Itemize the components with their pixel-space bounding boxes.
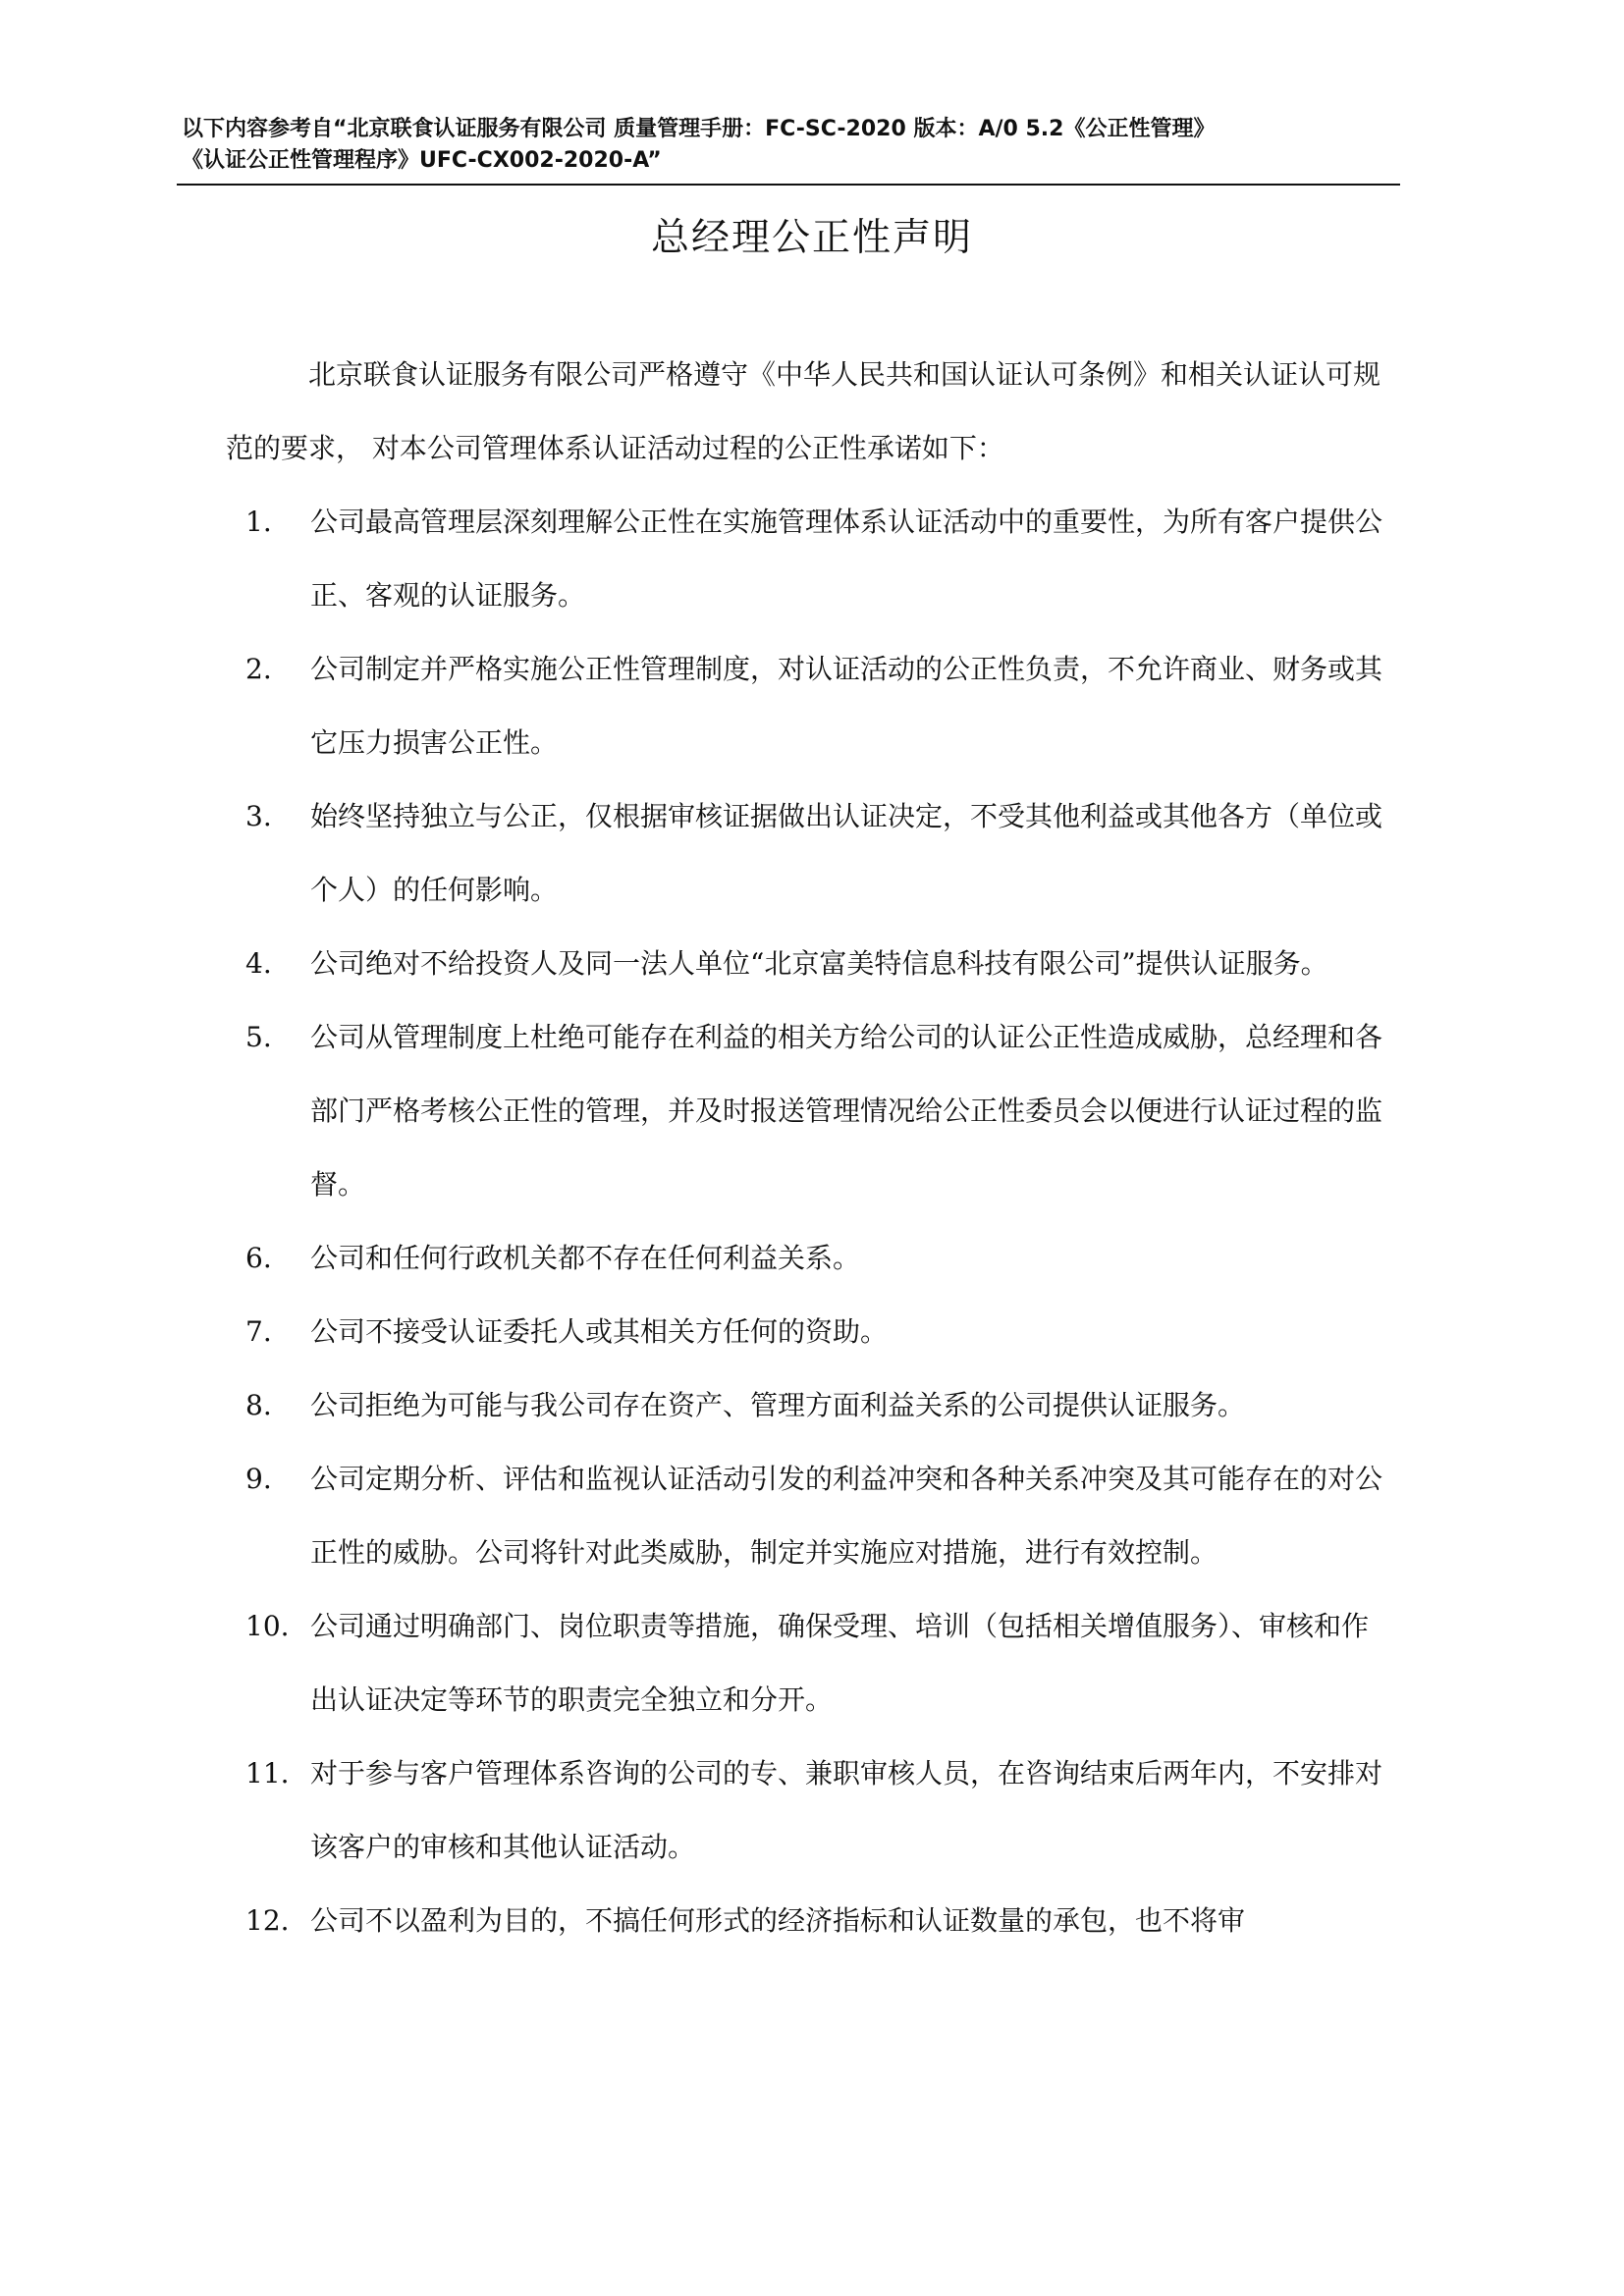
item-number: 10. <box>245 1610 290 1642</box>
item-number: 3. <box>245 800 272 832</box>
header-divider <box>177 184 1400 186</box>
list-item <box>226 1368 1394 1442</box>
item-text: 公司拒绝为可能与我公司存在资产、管理方面利益关系的公司提供认证服务。 <box>310 1389 1246 1421</box>
header-line-2: 《认证公正性管理程序》UFC-CX002-2020-A” <box>182 148 662 173</box>
item-text: 公司制定并严格实施公正性管理制度，对认证活动的公正性负责，不允许商业、财务或其它压力损害公正性。 <box>310 653 1383 759</box>
list-item <box>226 1221 1394 1295</box>
item-text: 公司通过明确部门、岗位职责等措施，确保受理、培训（包括相关增值服务）、审核和作出认证决定等环节的职责完全独立和分开。 <box>310 1610 1370 1716</box>
list-item <box>226 927 1394 1000</box>
item-number: 8. <box>245 1389 272 1421</box>
statement-body <box>226 338 1394 1957</box>
item-text: 公司定期分析、评估和监视认证活动引发的利益冲突和各种关系冲突及其可能存在的对公正性的威胁。公司将针对此类威胁，制定并实施应对措施，进行有效控制。 <box>310 1463 1383 1569</box>
item-number: 11. <box>245 1757 290 1789</box>
item-number: 6. <box>245 1242 272 1274</box>
item-number: 1. <box>245 506 272 538</box>
list-item <box>226 485 1394 632</box>
item-text: 始终坚持独立与公正，仅根据审核证据做出认证决定，不受其他利益或其他各方（单位或个人）的任何影响。 <box>310 800 1383 906</box>
list-item <box>226 1736 1394 1884</box>
item-number: 12. <box>245 1904 290 1937</box>
list-item <box>226 1884 1394 1957</box>
item-text: 公司从管理制度上杜绝可能存在利益的相关方给公司的认证公正性造成威胁，总经理和各部门严格考核公正性的管理，并及时报送管理情况给公正性委员会以便进行认证过程的监督。 <box>310 1021 1383 1201</box>
document-header <box>182 114 1399 177</box>
list-item <box>226 1442 1394 1589</box>
item-number: 7. <box>245 1315 272 1348</box>
item-text: 公司绝对不给投资人及同一法人单位“北京富美特信息科技有限公司”提供认证服务。 <box>310 947 1328 980</box>
list-item <box>226 1589 1394 1736</box>
list-item <box>226 1000 1394 1221</box>
page-title: 总经理公正性声明 <box>650 216 973 260</box>
item-text: 公司不以盈利为目的，不搞任何形式的经济指标和认证数量的承包，也不将审 <box>310 1904 1246 1937</box>
item-number: 9. <box>245 1463 272 1495</box>
item-number: 5. <box>245 1021 272 1053</box>
intro-paragraph: 北京联食认证服务有限公司严格遵守《中华人民共和国认证认可条例》和相关认证认可规范的要求， 对本公司管理体系认证活动过程的公正性承诺如下： <box>226 358 1381 464</box>
item-text: 对于参与客户管理体系咨询的公司的专、兼职审核人员，在咨询结束后两年内，不安排对该客户的审核和其他认证活动。 <box>310 1757 1383 1863</box>
item-number: 2. <box>245 653 272 685</box>
list-item <box>226 1295 1394 1368</box>
item-text: 公司和任何行政机关都不存在任何利益关系。 <box>310 1242 861 1274</box>
item-number: 4. <box>245 947 272 980</box>
list-item <box>226 779 1394 927</box>
list-item <box>226 632 1394 779</box>
item-text: 公司不接受认证委托人或其相关方任何的资助。 <box>310 1315 889 1348</box>
header-line-1: 以下内容参考自“北京联食认证服务有限公司 质量管理手册：FC-SC-2020 版本：A/0 5.2《公正性管理》 <box>182 117 1216 141</box>
item-text: 公司最高管理层深刻理解公正性在实施管理体系认证活动中的重要性，为所有客户提供公正、客观的认证服务。 <box>310 506 1383 612</box>
